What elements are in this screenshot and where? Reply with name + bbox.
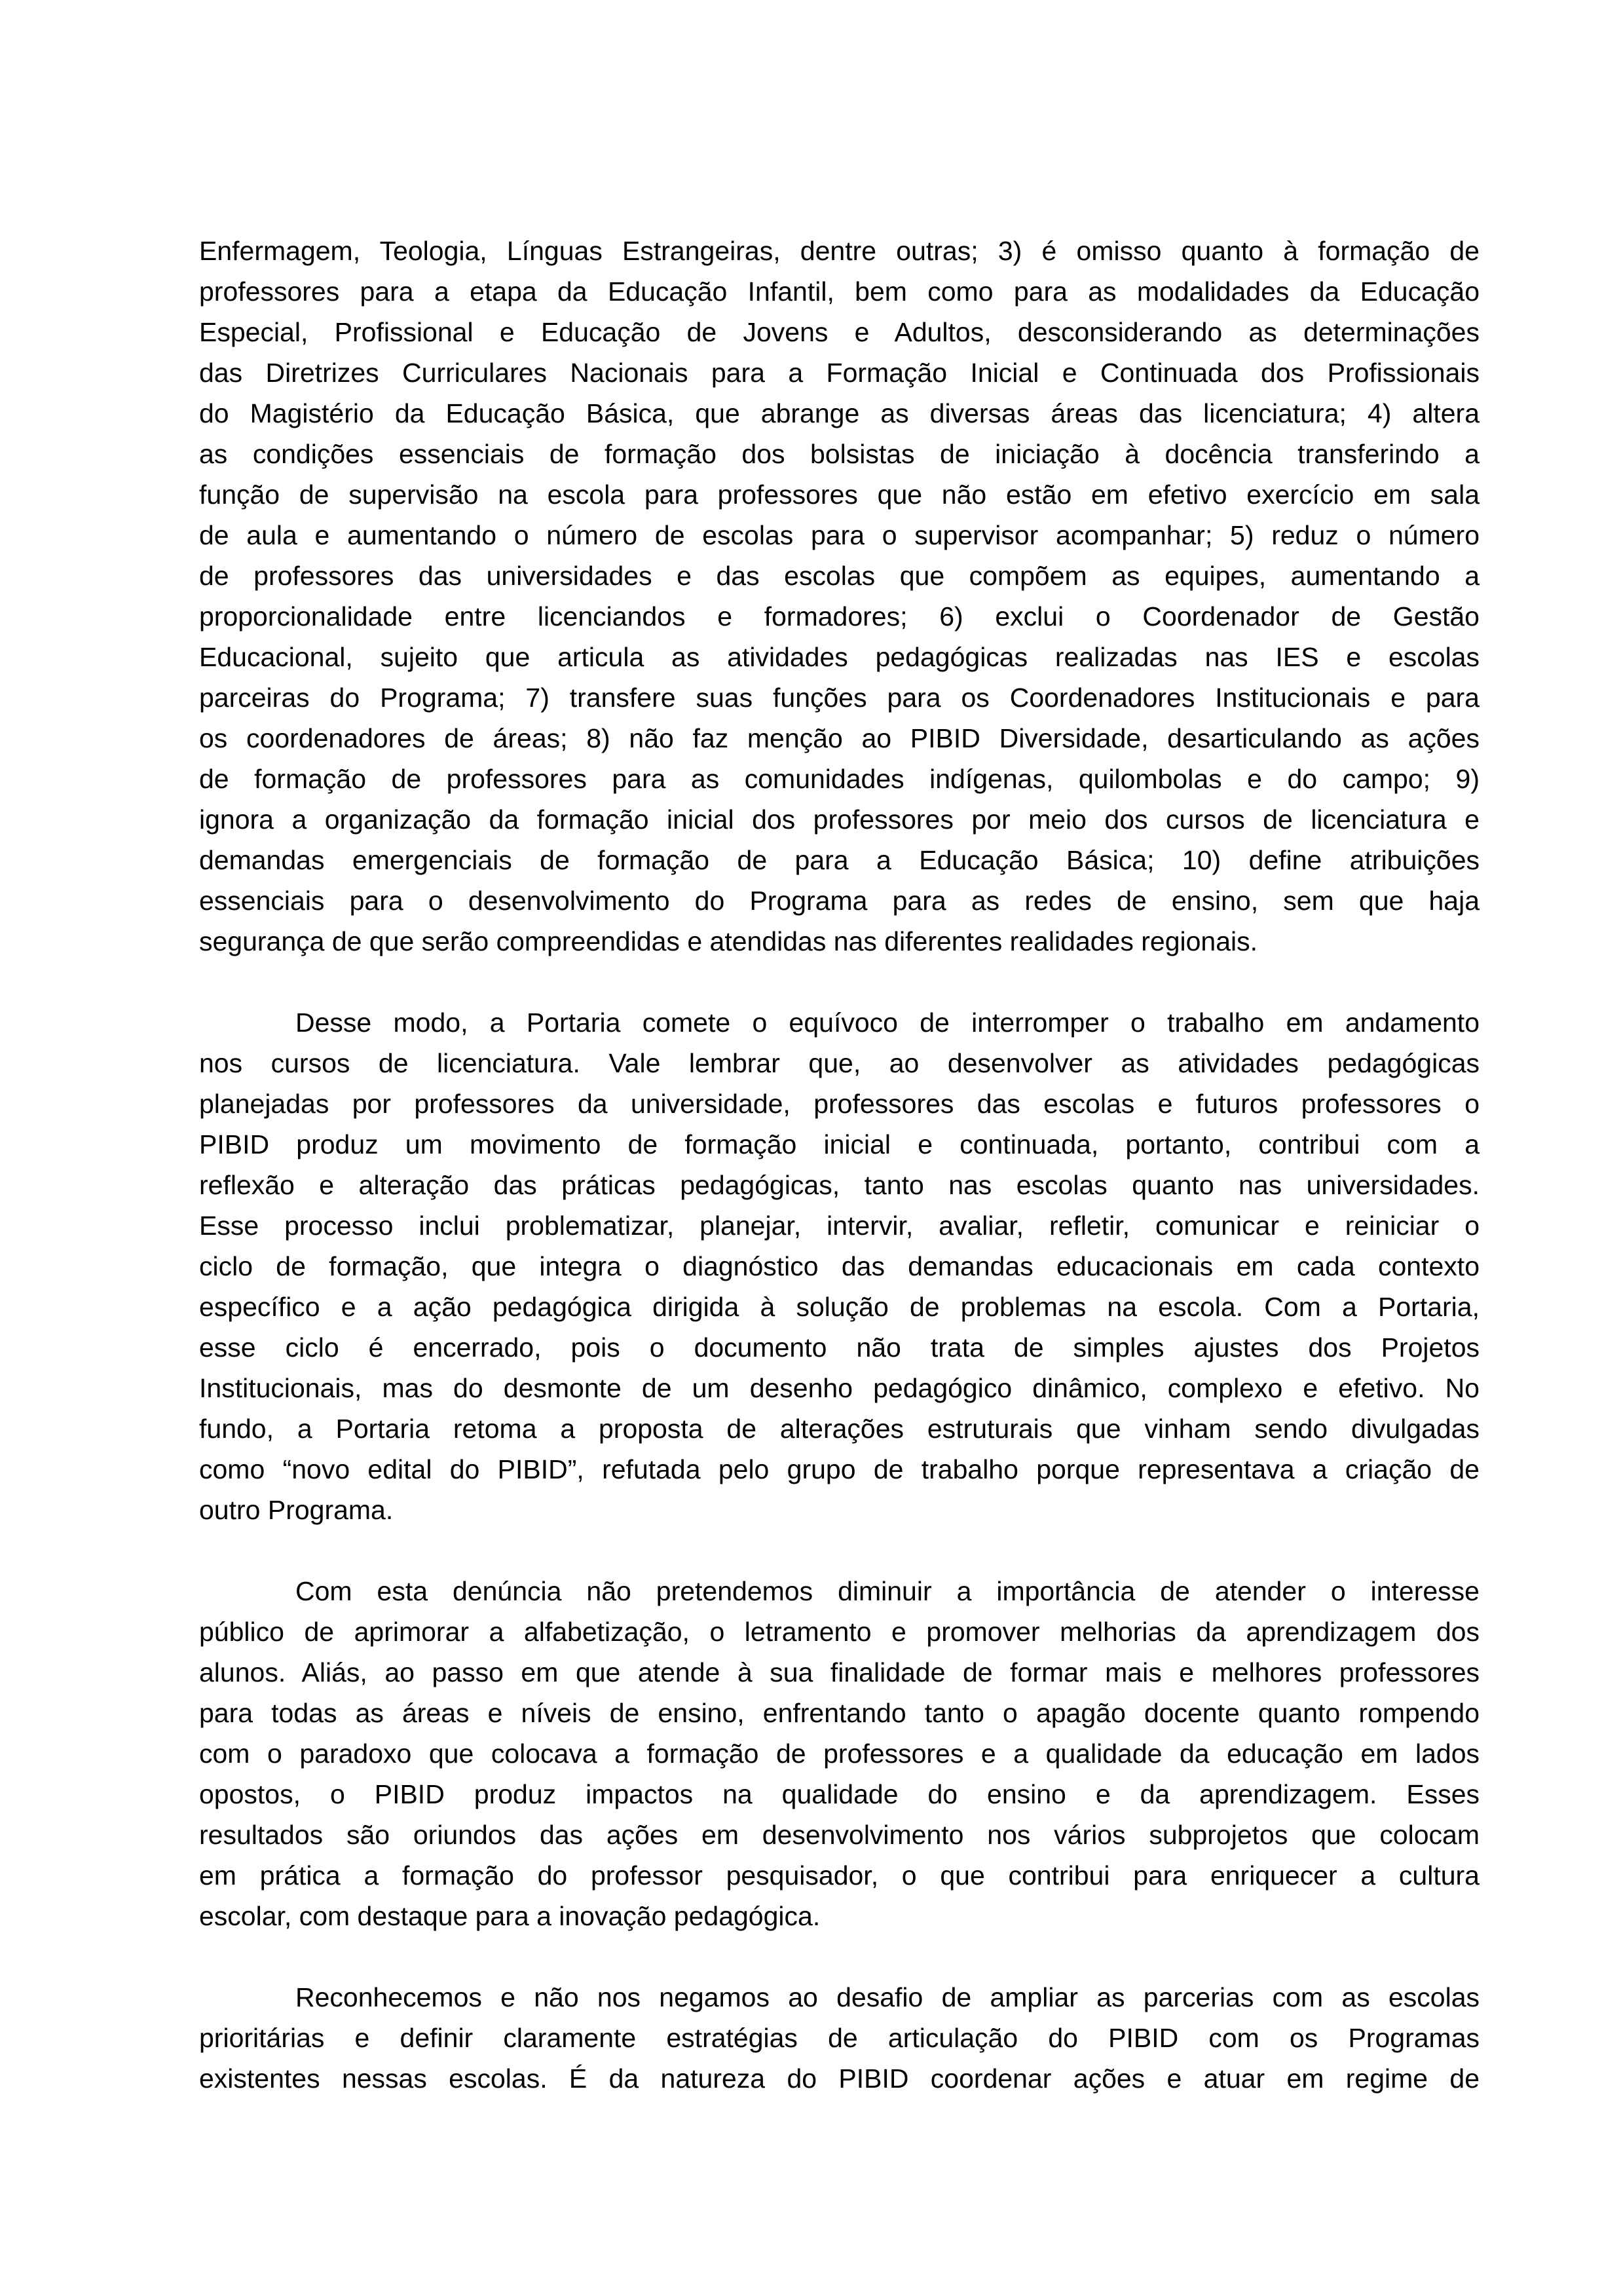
text-line: Reconhecemos e não nos negamos ao desafio de ampliar as parcerias com as escolas [295,1982,1480,2012]
text-line: alunos. Aliás, ao passo em que atende à sua finalidade de formar mais e melhores professores [199,1657,1480,1687]
text-line: demandas emergenciais de formação de para a Educação Básica; 10) define atribuições [199,845,1480,875]
text-line: específico e a ação pedagógica dirigida à solução de problemas na escola. Com a Portaria, [199,1292,1480,1322]
text-line: parceiras do Programa; 7) transfere suas funções para os Coordenadores Institucionais e para [199,683,1480,713]
text-line: Enfermagem, Teologia, Línguas Estrangeiras, dentre outras; 3) é omisso quanto à formação de [199,236,1480,266]
text-line: Institucionais, mas do desmonte de um desenho pedagógico dinâmico, complexo e efetivo. No [199,1373,1480,1403]
text-line: Desse modo, a Portaria comete o equívoco de interromper o trabalho em andamento [295,1007,1480,1038]
paragraph [199,231,1480,962]
paragraph [199,1002,1480,1530]
text-line: de formação de professores para as comunidades indígenas, quilombolas e do campo; 9) [199,764,1480,794]
text-line: os coordenadores de áreas; 8) não faz menção ao PIBID Diversidade, desarticulando as ações [199,723,1480,753]
text-line: outro Programa. [199,1495,394,1525]
text-line: PIBID produz um movimento de formação inicial e continuada, portanto, contribui com a [199,1129,1480,1159]
text-line: planejadas por professores da universidade, professores das escolas e futuros professores o [199,1089,1480,1119]
text-line: nos cursos de licenciatura. Vale lembrar que, ao desenvolver as atividades pedagógicas [199,1048,1480,1078]
text-line: em prática a formação do professor pesquisador, o que contribui para enriquecer a cultura [199,1860,1480,1891]
text-line: opostos, o PIBID produz impactos na qualidade do ensino e da aprendizagem. Esses [199,1779,1480,1809]
text-line: prioritárias e definir claramente estratégias de articulação do PIBID com os Programas [199,2023,1480,2053]
text-line: Especial, Profissional e Educação de Jovens e Adultos, desconsiderando as determinações [199,317,1480,347]
text-line: como “novo edital do PIBID”, refutada pelo grupo de trabalho porque representava a criação de [199,1454,1480,1484]
text-line: segurança de que serão compreendidas e atendidas nas diferentes realidades regionais. [199,926,1258,956]
text-line: escolar, com destaque para a inovação pedagógica. [199,1901,821,1931]
text-line: existentes nessas escolas. É da natureza do PIBID coordenar ações e atuar em regime de [199,2063,1480,2094]
text-line: as condições essenciais de formação dos bolsistas de iniciação à docência transferindo a [199,439,1480,469]
text-line: professores para a etapa da Educação Infantil, bem como para as modalidades da Educação [199,276,1480,307]
text-line: Esse processo inclui problematizar, planejar, intervir, avaliar, refletir, comunicar e reiniciar o [199,1211,1480,1241]
text-line: de professores das universidades e das escolas que compõem as equipes, aumentando a [199,561,1480,591]
text-line: essenciais para o desenvolvimento do Programa para as redes de ensino, sem que haja [199,886,1480,916]
text-line: reflexão e alteração das práticas pedagógicas, tanto nas escolas quanto nas universidades. [199,1170,1480,1200]
paragraph [199,1571,1480,1936]
text-line: ciclo de formação, que integra o diagnóstico das demandas educacionais em cada contexto [199,1251,1480,1281]
text-line: ignora a organização da formação inicial dos professores por meio dos cursos de licenciatura e [199,804,1480,835]
text-line: função de supervisão na escola para professores que não estão em efetivo exercício em sala [199,480,1480,510]
text-line: das Diretrizes Curriculares Nacionais para a Formação Inicial e Continuada dos Profissionais [199,358,1480,388]
paragraph [199,1977,1480,2099]
text-line: resultados são oriundos das ações em desenvolvimento nos vários subprojetos que colocam [199,1820,1480,1850]
text-line: esse ciclo é encerrado, pois o documento não trata de simples ajustes dos Projetos [199,1332,1480,1363]
text-line: Com esta denúncia não pretendemos diminuir a importância de atender o interesse [295,1576,1480,1606]
text-line: proporcionalidade entre licenciandos e formadores; 6) exclui o Coordenador de Gestão [199,601,1480,631]
text-line: do Magistério da Educação Básica, que abrange as diversas áreas das licenciatura; 4) altera [199,398,1480,428]
text-line: público de aprimorar a alfabetização, o letramento e promover melhorias da aprendizagem dos [199,1617,1480,1647]
text-line: Educacional, sujeito que articula as atividades pedagógicas realizadas nas IES e escolas [199,642,1480,672]
text-line: para todas as áreas e níveis de ensino, enfrentando tanto o apagão docente quanto rompendo [199,1698,1480,1728]
text-line: de aula e aumentando o número de escolas para o supervisor acompanhar; 5) reduz o número [199,520,1480,550]
text-line: fundo, a Portaria retoma a proposta de alterações estruturais que vinham sendo divulgadas [199,1414,1480,1444]
text-line: com o paradoxo que colocava a formação de professores e a qualidade da educação em lados [199,1739,1480,1769]
document-body [199,231,1480,2099]
